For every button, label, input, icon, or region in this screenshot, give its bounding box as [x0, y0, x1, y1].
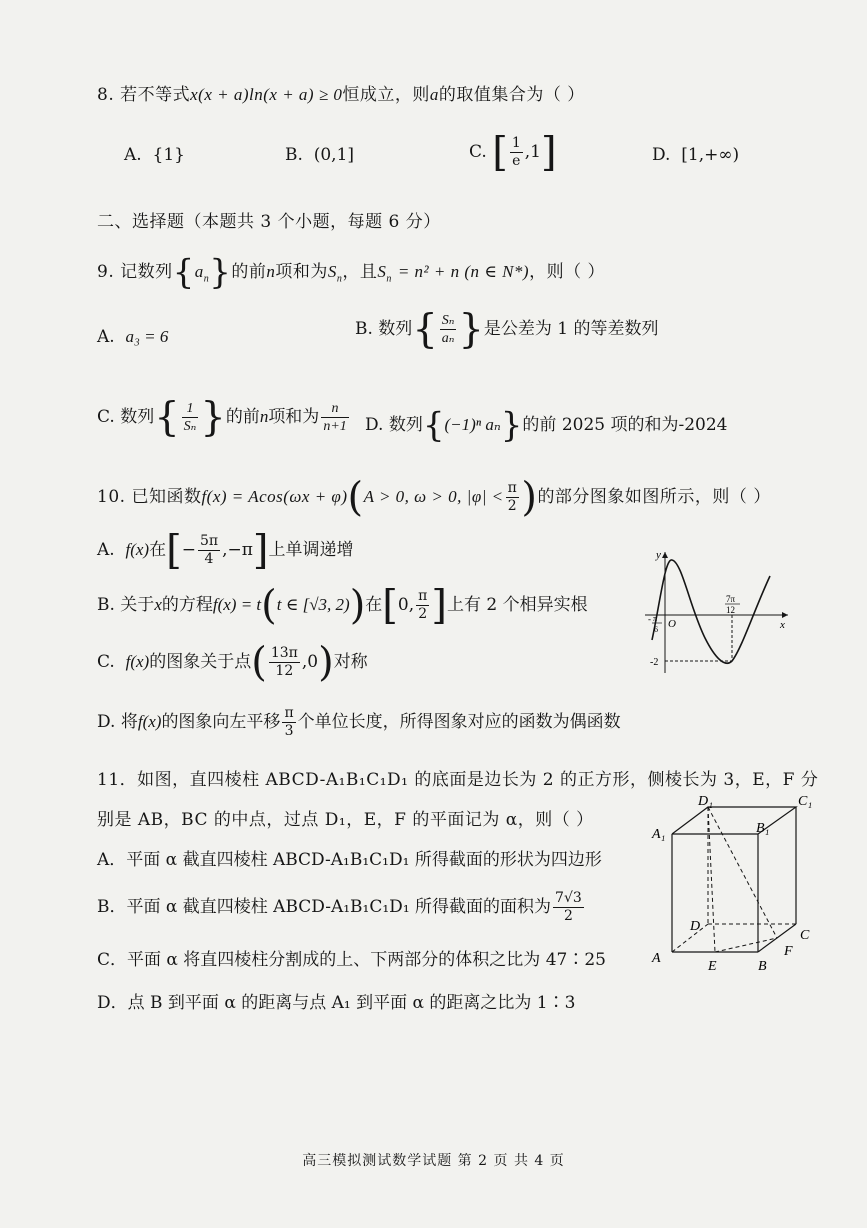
- q11-option-d: D．点 B 到平面 α 的距离与点 A₁ 到平面 α 的距离之比为 1∶3: [97, 993, 576, 1013]
- q8-stem: 8. 若不等式x(x + a)ln(x + a) ≥ 0恒成立，则a的取值集合为（ ）: [97, 85, 585, 105]
- section-title: 二、选择题（本题共 3 个小题，每题 6 分）: [97, 212, 441, 232]
- neg-tick-den: 6: [654, 625, 658, 634]
- y-axis-label: y: [656, 549, 661, 561]
- cosine-curve: [652, 560, 770, 663]
- q9-option-d: D. 数列{(−1)ⁿ aₙ}的前 2025 项的和为-2024: [365, 405, 728, 446]
- q11-option-c: C．平面 α 将直四棱柱分割成的上、下两部分的体积之比为 47∶25: [97, 950, 606, 970]
- q9-option-a: A. a₃ = 6: [97, 327, 169, 347]
- q11-stem-line1: 11．如图，直四棱柱 ABCD-A₁B₁C₁D₁ 的底面是边长为 2 的正方形，侧棱长为 3，E，F 分: [97, 770, 819, 790]
- q11-stem-line2: 别是 AB，BC 的中点，过点 D₁，E，F 的平面记为 α，则（ ）: [97, 810, 594, 830]
- q10-option-b: B. 关于x的方程f(x) = t(t ∈ [√3, 2))在[0, $\frac{\pi}{2}$ ]上有 2 个相异实根: [97, 582, 588, 629]
- q9-stem: 9. 记数列$\{a_n\}$的前n项和为$S_n$，且$S_n = n^2 + n$ (n ∈ N*)，则（ ）: [97, 252, 606, 293]
- label-f: F: [784, 944, 793, 959]
- tick-7pi-num: 7π: [726, 594, 736, 604]
- q10-option-d: D. 将f(x)的图象向左平移 $\frac{\pi}{3}$ 个单位长度，所得图象对应的函数为偶函数: [97, 705, 621, 739]
- q10-stem: 10. 已知函数f(x) = Acos(ωx + φ)(A > 0, ω > 0, |φ| < $\frac{\pi}{2}$ )的部分图象如图所示，则（ ）: [97, 474, 771, 521]
- q10-option-c: C. f(x)的图象关于点( $\frac{13\pi}{12}$ ,0)对称: [97, 639, 368, 686]
- q11-option-b: B．平面 α 截直四棱柱 ABCD-A₁B₁C₁D₁ 所得截面的面积为 $\frac{7√3}{2}$: [97, 890, 582, 924]
- q9-option-b: B. 数列{ $\frac{\text{Sₙ}}{\text{aₙ}}$ }是公差为 1 的等差数列: [355, 306, 659, 353]
- q8-option-c: C. [ $\frac{1}{e}$ ,1]: [469, 129, 557, 176]
- page-footer: 高三模拟测试数学试题 第 2 页 共 4 页: [302, 1153, 565, 1169]
- neg-tick-num: π: [653, 614, 658, 623]
- min-label: -2: [650, 657, 659, 668]
- label-c1: C₁: [798, 794, 813, 809]
- label-d: D: [690, 919, 701, 934]
- label-c: C: [800, 928, 810, 943]
- origin-label: O: [668, 618, 676, 630]
- prism-figure: [648, 792, 828, 977]
- q10-option-a: A. f(x)在[− $\frac{5\pi}{4}$ ,−π]上单调递增: [97, 527, 354, 574]
- label-b: B: [758, 959, 767, 974]
- q8-option-d: D. [1,+∞): [652, 145, 740, 165]
- q8-option-a: A. {1}: [124, 145, 185, 165]
- x-axis-label: x: [780, 619, 785, 631]
- q8-option-b: B. (0,1]: [285, 145, 355, 165]
- label-b1: B₁: [756, 821, 770, 836]
- q11-option-a: A．平面 α 截直四棱柱 ABCD-A₁B₁C₁D₁ 所得截面的形状为四边形: [97, 850, 602, 870]
- label-a: A: [652, 951, 661, 966]
- label-a1: A₁: [652, 827, 666, 842]
- tick-7pi-den: 12: [726, 605, 735, 615]
- q9-option-c: C. 数列{ $\frac{1}{\text{Sₙ}}$ }的前n项和为 $\frac{n}{n+1}$: [97, 394, 347, 441]
- label-e: E: [708, 959, 717, 974]
- cosine-graph: [640, 548, 790, 678]
- neg-sign: -: [648, 614, 651, 624]
- label-d1: D₁: [698, 794, 713, 809]
